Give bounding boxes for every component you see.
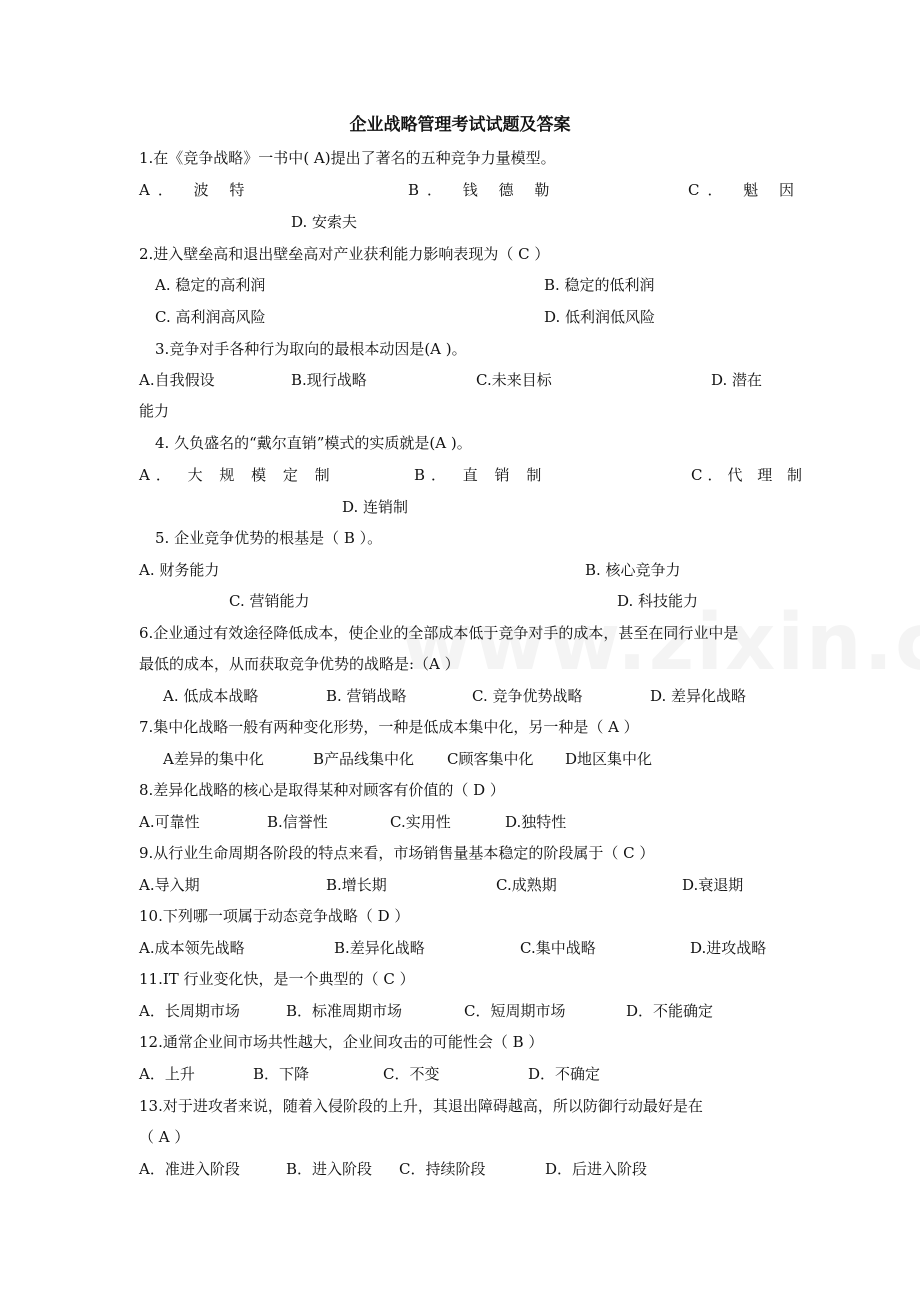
question-10-stem: 10.下列哪一项属于动态竞争战略（ D ） xyxy=(139,907,410,925)
question-4-option-a: A． 大 规 模 定 制 xyxy=(139,466,336,484)
question-6-stem: 6.企业通过有效途径降低成本，使企业的全部成本低于竞争对手的成本，甚至在同行业中是 xyxy=(139,624,739,642)
question-3-option-c: C.未来目标 xyxy=(476,371,552,389)
question-1-option-a: A． 波 特 xyxy=(139,181,253,199)
question-7-option-c: C顾客集中化 xyxy=(447,750,534,768)
question-1-option-b: B． 钱 德 勒 xyxy=(408,181,558,199)
question-12-option-a: A．上升 xyxy=(139,1065,195,1083)
question-3-option-d-cont: 能力 xyxy=(139,402,170,420)
question-9-option-b: B.增长期 xyxy=(326,876,387,894)
question-3-option-d: D. 潜在 xyxy=(711,371,763,389)
question-13-stem-cont: （ A ） xyxy=(139,1128,190,1146)
question-6-option-a: A. 低成本战略 xyxy=(163,687,259,705)
question-7-option-d: D地区集中化 xyxy=(565,750,653,768)
question-1-option-c: C． 魁 因 xyxy=(688,181,803,199)
watermark xyxy=(400,598,920,688)
question-1-stem: 1.在《竞争战略》一书中( A)提出了著名的五种竞争力量模型。 xyxy=(139,149,556,167)
question-12-option-d: D．不确定 xyxy=(528,1065,601,1083)
question-2-option-b: B. 稳定的低利润 xyxy=(544,276,655,294)
question-2-stem: 2.进入壁垒高和退出壁垒高对产业获利能力影响表现为（ C ） xyxy=(139,245,550,263)
question-10-option-b: B.差异化战略 xyxy=(334,939,425,957)
question-3-option-b: B.现行战略 xyxy=(291,371,367,389)
question-11-stem: 11.IT 行业变化快，是一个典型的（ C ） xyxy=(139,970,415,988)
question-12-stem: 12.通常企业间市场共性越大，企业间攻击的可能性会（ B ） xyxy=(139,1033,544,1051)
question-5-option-d: D. 科技能力 xyxy=(617,592,699,610)
question-11-option-c: C．短周期市场 xyxy=(464,1002,566,1020)
question-5-option-a: A. 财务能力 xyxy=(139,561,220,579)
question-2-option-a: A. 稳定的高利润 xyxy=(155,276,266,294)
question-4-option-b: B． 直 销 制 xyxy=(414,466,548,484)
question-1-option-d: D. 安索夫 xyxy=(291,213,358,231)
question-5-option-b: B. 核心竞争力 xyxy=(585,561,681,579)
question-6-stem-cont: 最低的成本，从而获取竞争优势的战略是:（A ） xyxy=(139,655,460,673)
question-7-option-b: B产品线集中化 xyxy=(313,750,415,768)
question-6-option-c: C. 竞争优势战略 xyxy=(472,687,583,705)
question-3-stem: 3.竞争对手各种行为取向的最根本动因是(A )。 xyxy=(155,340,467,358)
question-13-option-a: A．准进入阶段 xyxy=(139,1160,240,1178)
question-5-stem: 5. 企业竞争优势的根基是（ B ）。 xyxy=(155,529,383,547)
question-4-option-d: D. 连销制 xyxy=(342,498,409,516)
question-12-option-b: B．下降 xyxy=(253,1065,310,1083)
question-2-option-c: C. 高利润高风险 xyxy=(155,308,266,326)
question-8-option-a: A.可靠性 xyxy=(139,813,200,831)
question-7-stem: 7.集中化战略一般有两种变化形势，一种是低成本集中化，另一种是（ A ） xyxy=(139,718,639,736)
question-13-option-d: D．后进入阶段 xyxy=(545,1160,648,1178)
question-6-option-b: B. 营销战略 xyxy=(326,687,407,705)
question-9-option-d: D.衰退期 xyxy=(682,876,744,894)
question-4-stem: 4. 久负盛名的“戴尔直销”模式的实质就是(A )。 xyxy=(155,434,472,452)
question-13-option-b: B．进入阶段 xyxy=(286,1160,373,1178)
question-12-option-c: C．不变 xyxy=(383,1065,440,1083)
question-2-option-d: D. 低利润低风险 xyxy=(544,308,656,326)
question-13-option-c: C．持续阶段 xyxy=(399,1160,486,1178)
question-8-option-d: D.独特性 xyxy=(505,813,567,831)
question-5-option-c: C. 营销能力 xyxy=(229,592,310,610)
question-9-stem: 9.从行业生命周期各阶段的特点来看，市场销售量基本稳定的阶段属于（ C ） xyxy=(139,844,655,862)
question-6-option-d: D. 差异化战略 xyxy=(650,687,747,705)
question-11-option-a: A．长周期市场 xyxy=(139,1002,240,1020)
document-title: 企业战略管理考试试题及答案 xyxy=(349,115,571,135)
question-7-option-a: A差异的集中化 xyxy=(163,750,264,768)
question-11-option-b: B．标准周期市场 xyxy=(286,1002,403,1020)
question-10-option-d: D.进攻战略 xyxy=(690,939,767,957)
question-4-option-c: C．代 理 制 xyxy=(691,466,808,484)
question-11-option-d: D．不能确定 xyxy=(626,1002,714,1020)
question-10-option-a: A.成本领先战略 xyxy=(139,939,245,957)
question-8-stem: 8.差异化战略的核心是取得某种对顾客有价值的（ D ） xyxy=(139,781,505,799)
question-8-option-c: C.实用性 xyxy=(390,813,451,831)
question-8-option-b: B.信誉性 xyxy=(267,813,328,831)
question-9-option-a: A.导入期 xyxy=(139,876,200,894)
question-3-option-a: A.自我假设 xyxy=(139,371,215,389)
question-9-option-c: C.成熟期 xyxy=(496,876,557,894)
question-10-option-c: C.集中战略 xyxy=(520,939,596,957)
question-13-stem: 13.对于进攻者来说，随着入侵阶段的上升，其退出障碍越高，所以防御行动最好是在 xyxy=(139,1097,703,1115)
